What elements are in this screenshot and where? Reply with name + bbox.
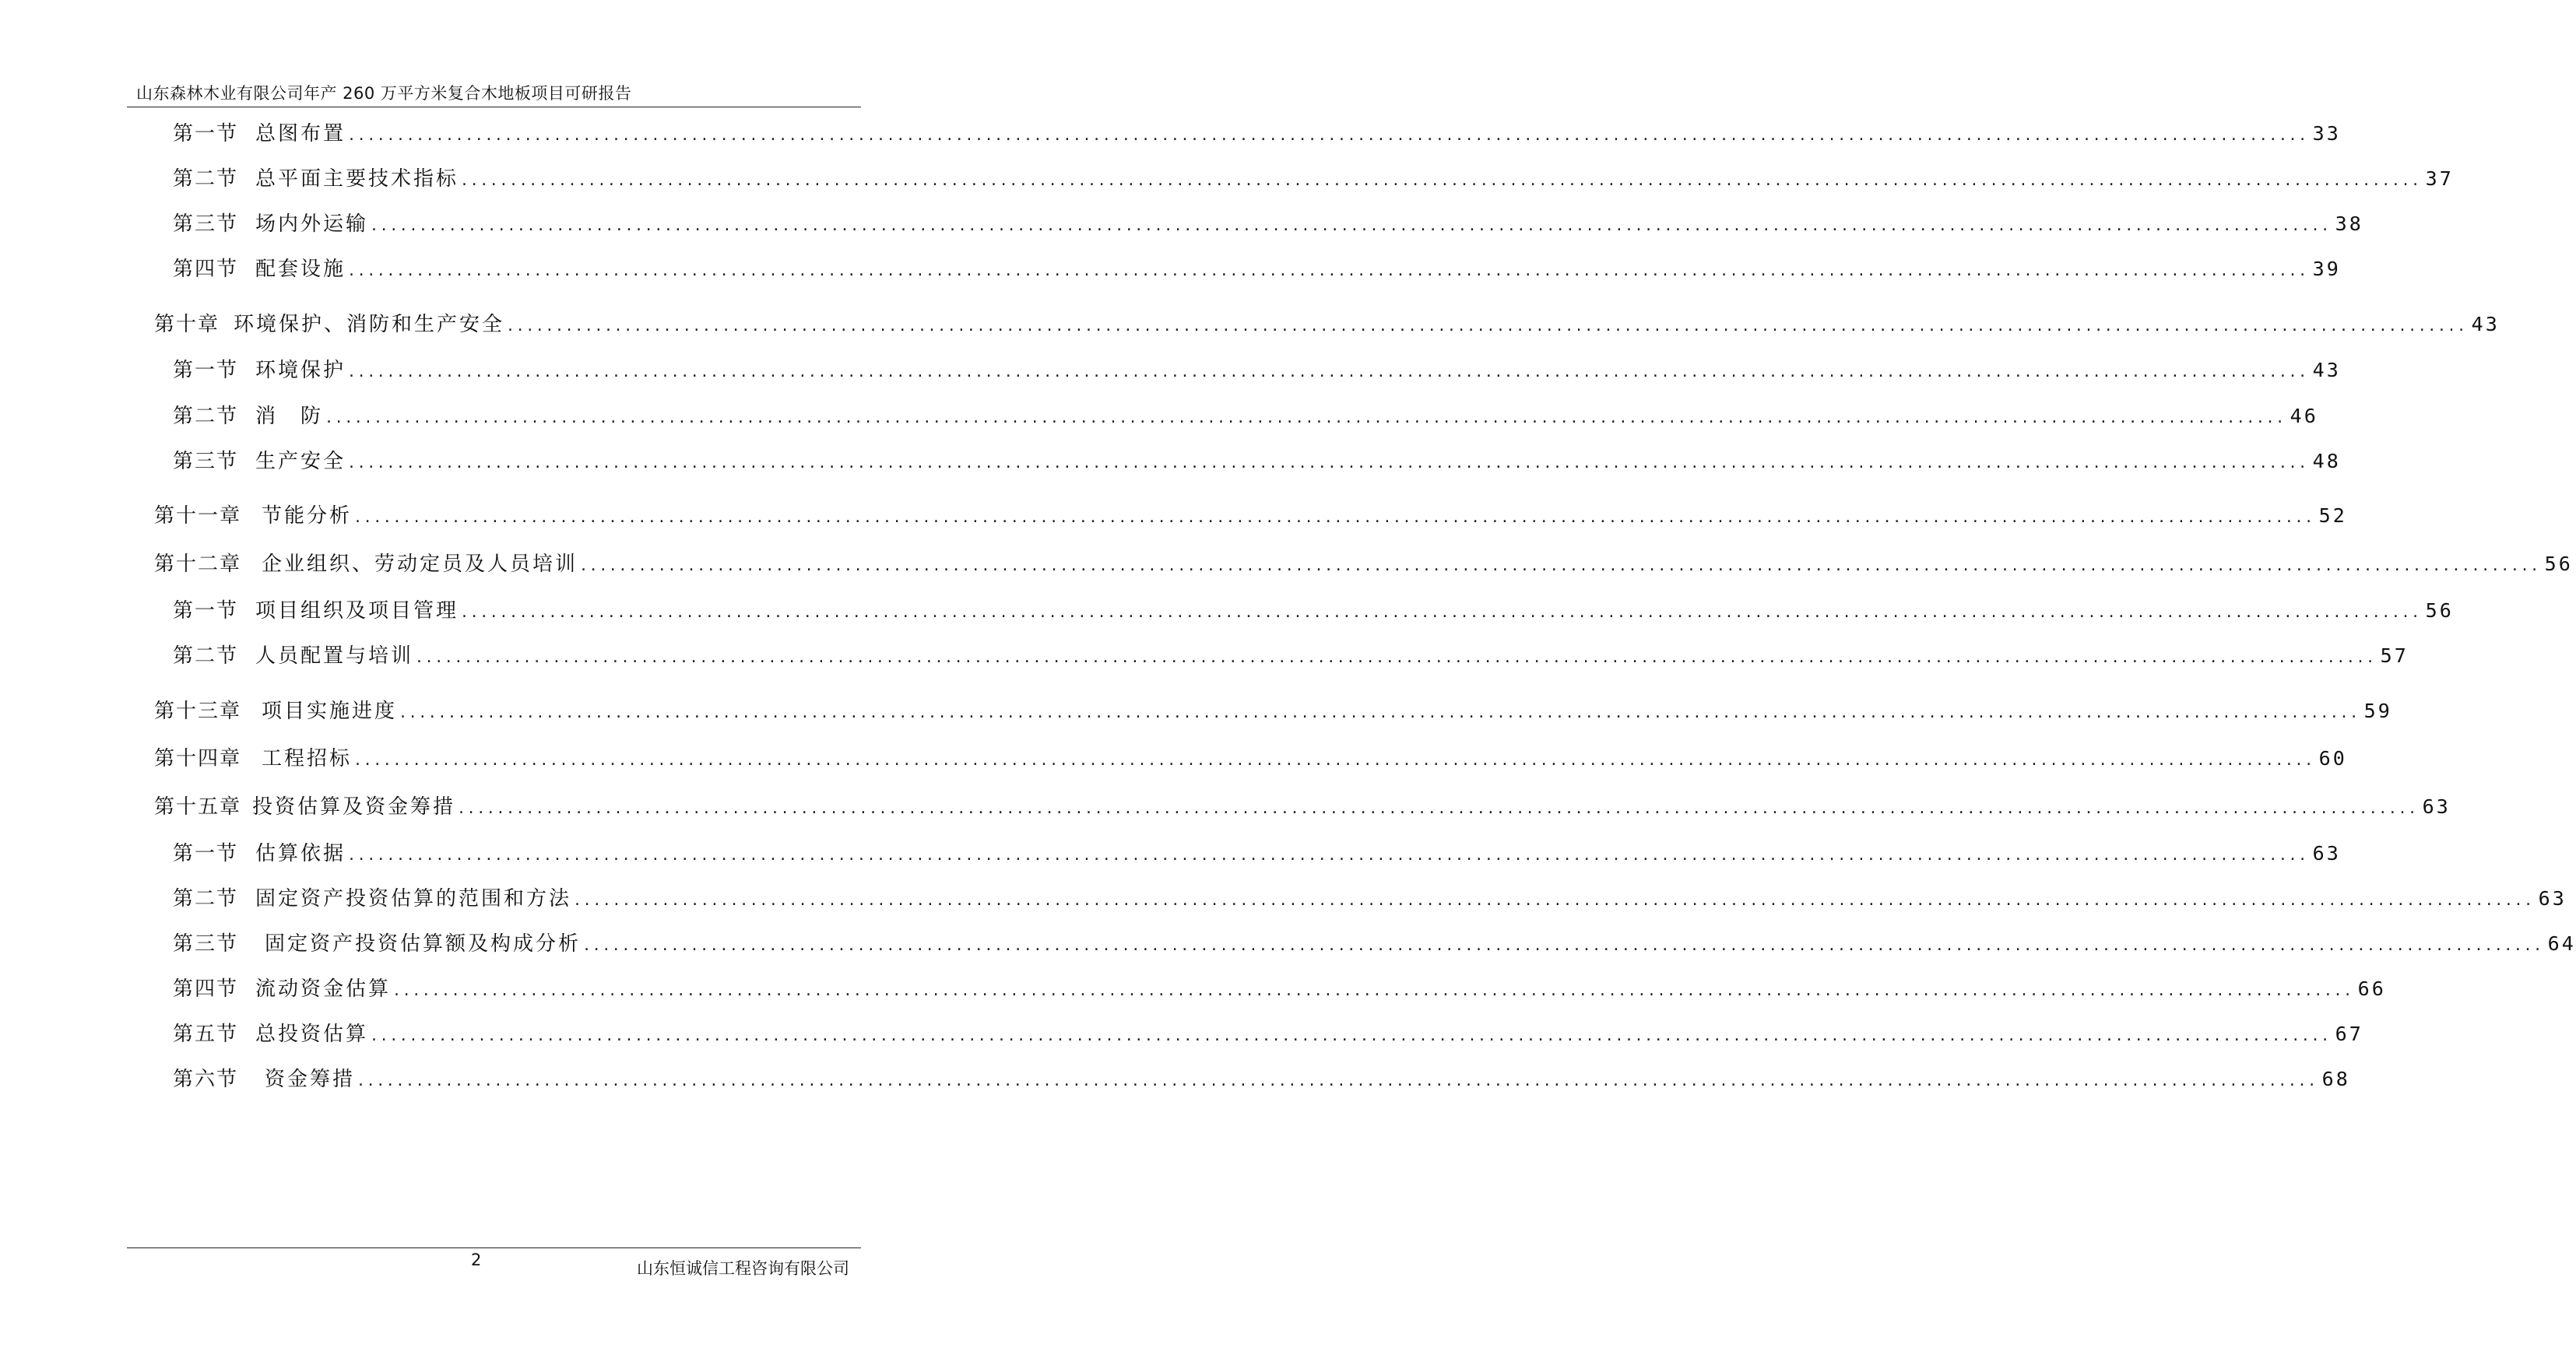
toc-entry-page-number: 48 [2312, 450, 2341, 472]
toc-dot-leader: ........................................................................................................................................................................................................ [575, 890, 2536, 910]
toc-chapter-entry[interactable] [154, 500, 2347, 532]
toc-entry-page-number: 66 [2357, 977, 2386, 1000]
toc-dot-leader: ........................................................................................................................................................................................................ [349, 125, 2310, 145]
toc-chapter-entry[interactable] [154, 696, 2392, 727]
toc-section-entry[interactable] [173, 974, 2386, 1005]
toc-entry-title: 环境保护、消防和生产安全 [234, 313, 505, 336]
toc-section-entry[interactable] [173, 928, 2576, 960]
toc-entry-number: 第二节 [173, 167, 239, 191]
toc-entry-title: 人员配置与培训 [255, 644, 414, 668]
footer-divider [127, 1247, 861, 1248]
toc-dot-leader: ........................................................................................................................................................................................................ [349, 362, 2310, 381]
toc-entry-number: 第五节 [173, 1023, 239, 1046]
toc-entry-page-number: 43 [2471, 313, 2500, 335]
toc-entry-number: 第二节 [173, 644, 239, 668]
toc-entry-page-number: 64 [2547, 932, 2576, 955]
toc-entry-number: 第一节 [173, 359, 239, 382]
toc-entry-number: 第一节 [173, 842, 239, 865]
toc-entry-page-number: 37 [2425, 167, 2454, 190]
toc-dot-leader: ........................................................................................................................................................................................................ [371, 216, 2332, 235]
toc-dot-leader: ........................................................................................................................................................................................................ [584, 935, 2545, 955]
toc-section-entry[interactable] [173, 118, 2341, 149]
toc-section-entry[interactable] [173, 640, 2409, 672]
toc-dot-leader: ........................................................................................................................................................................................................ [349, 261, 2310, 280]
toc-dot-leader: ........................................................................................................................................................................................................ [326, 408, 2287, 427]
toc-entry-number: 第二节 [173, 405, 239, 428]
toc-entry-title: 投资估算及资金筹措 [252, 795, 456, 819]
toc-entry-page-number: 46 [2290, 405, 2318, 427]
toc-entry-page-number: 63 [2312, 842, 2341, 865]
toc-entry-page-number: 67 [2335, 1023, 2363, 1045]
page-header-title: 山东森林木业有限公司年产 260 万平方米复合木地板项目可研报告 [136, 84, 632, 103]
toc-entry-title: 场内外运输 [255, 212, 369, 236]
toc-entry-title: 估算依据 [255, 842, 346, 865]
toc-entry-number: 第十二章 [154, 553, 242, 576]
toc-entry-title: 消 防 [255, 405, 324, 428]
toc-entry-title: 项目实施进度 [262, 700, 398, 723]
toc-section-entry[interactable] [173, 401, 2318, 432]
toc-dot-leader: ........................................................................................................................................................................................................ [371, 1026, 2332, 1045]
page-number: 2 [471, 1251, 482, 1269]
toc-entry-title: 固定资产投资估算额及构成分析 [265, 932, 582, 956]
toc-chapter-entry[interactable] [154, 743, 2347, 774]
toc-section-entry[interactable] [173, 883, 2567, 914]
toc-entry-page-number: 56 [2425, 599, 2454, 622]
toc-entry-page-number: 43 [2312, 359, 2341, 381]
toc-dot-leader: ........................................................................................................................................................................................................ [394, 981, 2355, 1000]
toc-entry-number: 第二节 [173, 887, 239, 911]
toc-entry-title: 节能分析 [262, 504, 353, 528]
toc-entry-number: 第十三章 [154, 700, 242, 723]
toc-section-entry[interactable] [173, 163, 2454, 195]
toc-chapter-entry[interactable] [154, 549, 2573, 580]
toc-chapter-entry[interactable] [154, 791, 2451, 823]
toc-entry-title: 流动资金估算 [255, 977, 392, 1001]
toc-entry-title: 总平面主要技术指标 [255, 167, 459, 191]
toc-entry-number: 第十一章 [154, 504, 242, 528]
toc-dot-leader: ........................................................................................................................................................................................................ [459, 798, 2420, 818]
toc-entry-title: 项目组织及项目管理 [255, 599, 459, 623]
toc-entry-title: 资金筹措 [265, 1068, 356, 1091]
toc-entry-page-number: 63 [2422, 795, 2451, 818]
toc-entry-page-number: 52 [2318, 504, 2347, 527]
toc-entry-title: 企业组织、劳动定员及人员培训 [262, 553, 578, 576]
toc-dot-leader: ........................................................................................................................................................................................................ [355, 507, 2316, 527]
toc-dot-leader: ........................................................................................................................................................................................................ [462, 602, 2423, 622]
toc-entry-page-number: 59 [2363, 700, 2392, 722]
toc-entry-page-number: 38 [2335, 212, 2363, 235]
toc-entry-title: 固定资产投资估算的范围和方法 [255, 887, 572, 911]
toc-dot-leader: ........................................................................................................................................................................................................ [508, 316, 2469, 335]
toc-entry-page-number: 63 [2538, 887, 2567, 910]
toc-dot-leader: ........................................................................................................................................................................................................ [462, 170, 2423, 190]
toc-entry-number: 第三节 [173, 212, 239, 236]
footer-company-name: 山东恒诚信工程咨询有限公司 [637, 1259, 849, 1278]
toc-entry-number: 第十五章 [154, 795, 242, 819]
toc-entry-page-number: 39 [2312, 258, 2341, 280]
toc-entry-number: 第十章 [154, 313, 220, 336]
toc-dot-leader: ........................................................................................................................................................................................................ [355, 750, 2316, 770]
toc-dot-leader: ........................................................................................................................................................................................................ [581, 556, 2542, 575]
toc-entry-page-number: 33 [2312, 122, 2341, 145]
toc-entry-number: 第一节 [173, 599, 239, 623]
toc-section-entry[interactable] [173, 446, 2341, 477]
toc-entry-title: 总图布置 [255, 122, 346, 146]
toc-section-entry[interactable] [173, 1019, 2363, 1050]
toc-entry-number: 第三节 [173, 932, 239, 956]
toc-dot-leader: ........................................................................................................................................................................................................ [416, 647, 2377, 667]
toc-chapter-entry[interactable] [154, 309, 2500, 340]
toc-entry-title: 配套设施 [255, 258, 346, 281]
toc-entry-title: 生产安全 [255, 450, 346, 473]
toc-entry-page-number: 68 [2321, 1068, 2350, 1090]
toc-section-entry[interactable] [173, 355, 2341, 386]
toc-dot-leader: ........................................................................................................................................................................................................ [400, 703, 2361, 722]
toc-entry-page-number: 57 [2380, 644, 2409, 667]
toc-section-entry[interactable] [173, 595, 2454, 626]
toc-entry-number: 第三节 [173, 450, 239, 473]
toc-entry-number: 第六节 [173, 1068, 239, 1091]
toc-entry-title: 环境保护 [255, 359, 346, 382]
toc-dot-leader: ........................................................................................................................................................................................................ [349, 845, 2310, 865]
toc-entry-page-number: 60 [2318, 747, 2347, 770]
toc-entry-number: 第十四章 [154, 747, 242, 770]
toc-dot-leader: ........................................................................................................................................................................................................ [349, 453, 2310, 472]
toc-entry-page-number: 56 [2544, 553, 2573, 575]
toc-entry-number: 第四节 [173, 977, 239, 1001]
toc-section-entry[interactable] [173, 838, 2341, 869]
toc-entry-title: 工程招标 [262, 747, 353, 770]
toc-section-entry[interactable] [173, 1064, 2350, 1095]
toc-entry-number: 第一节 [173, 122, 239, 146]
toc-dot-leader: ........................................................................................................................................................................................................ [358, 1071, 2319, 1090]
toc-section-entry[interactable] [173, 254, 2341, 285]
toc-entry-number: 第四节 [173, 258, 239, 281]
toc-entry-title: 总投资估算 [255, 1023, 369, 1046]
toc-section-entry[interactable] [173, 209, 2363, 240]
